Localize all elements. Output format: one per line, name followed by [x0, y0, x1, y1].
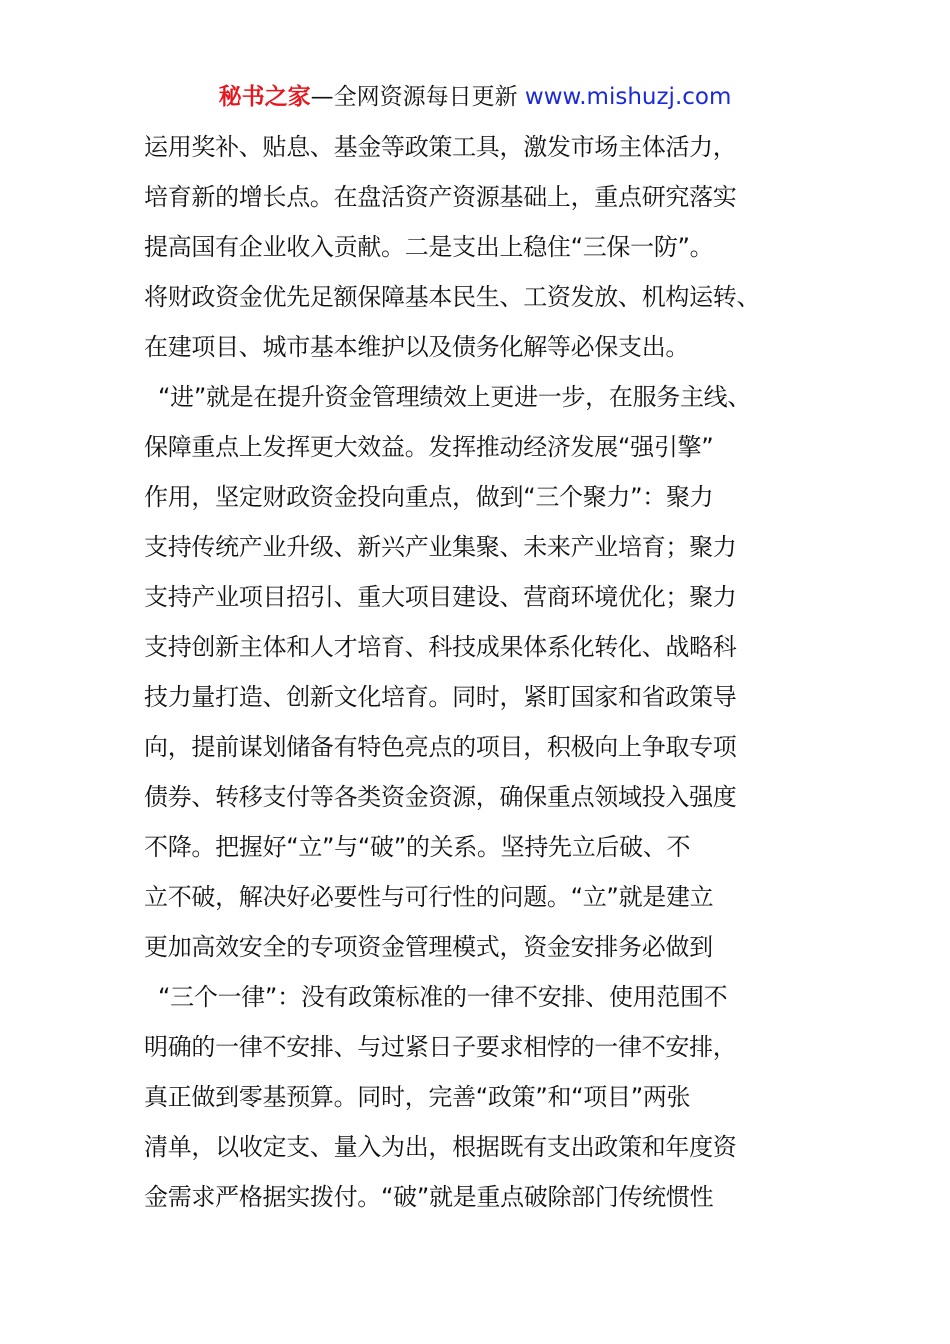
text-line: 作用，坚定财政资金投向重点，做到“三个聚力”：聚力	[144, 483, 714, 511]
site-url-link[interactable]: www.mishuzj.com	[524, 84, 732, 110]
text-line: 支持创新主体和人才培育、科技成果体系化转化、战略科	[144, 633, 737, 661]
text-line: 金需求严格据实拨付。“破”就是重点破除部门传统惯性	[144, 1183, 714, 1211]
text-line: 立不破，解决好必要性与可行性的问题。“立”就是建立	[144, 883, 714, 911]
text-line: 运用奖补、贴息、基金等政策工具，激发市场主体活力，	[144, 133, 737, 161]
text-line: “进”就是在提升资金管理绩效上更进一步，在服务主线、	[158, 383, 752, 411]
site-brand: 秘书之家	[218, 84, 311, 110]
text-line: 明确的一律不安排、与过紧日子要求相悖的一律不安排，	[144, 1033, 737, 1061]
text-line: 将财政资金优先足额保障基本民生、工资发放、机构运转、	[144, 283, 761, 311]
document-body	[144, 122, 824, 1222]
text-line: 提高国有企业收入贡献。二是支出上稳住“三保一防”。	[144, 233, 714, 261]
text-line: 保障重点上发挥更大效益。发挥推动经济发展“强引擎”	[144, 433, 714, 461]
page-header	[0, 80, 950, 114]
text-line: 技力量打造、创新文化培育。同时，紧盯国家和省政策导	[144, 683, 737, 711]
text-line: 在建项目、城市基本维护以及债务化解等必保支出。	[144, 333, 690, 361]
text-line: 支持产业项目招引、重大项目建设、营商环境优化；聚力	[144, 583, 737, 611]
text-line: 更加高效安全的专项资金管理模式，资金安排务必做到	[144, 933, 713, 961]
text-line: 清单，以收定支、量入为出，根据既有支出政策和年度资	[144, 1133, 737, 1161]
text-line: 不降。把握好“立”与“破”的关系。坚持先立后破、不	[144, 833, 691, 861]
text-line: 向，提前谋划储备有特色亮点的项目，积极向上争取专项	[144, 733, 737, 761]
text-line: 真正做到零基预算。同时，完善“政策”和“项目”两张	[144, 1083, 691, 1111]
text-line: 支持传统产业升级、新兴产业集聚、未来产业培育；聚力	[144, 533, 737, 561]
site-tagline: —全网资源每日更新	[310, 84, 518, 110]
text-line: 债券、转移支付等各类资金资源，确保重点领域投入强度	[144, 783, 737, 811]
text-line: 培育新的增长点。在盘活资产资源基础上，重点研究落实	[144, 183, 737, 211]
text-line: “三个一律”：没有政策标准的一律不安排、使用范围不	[158, 983, 728, 1011]
